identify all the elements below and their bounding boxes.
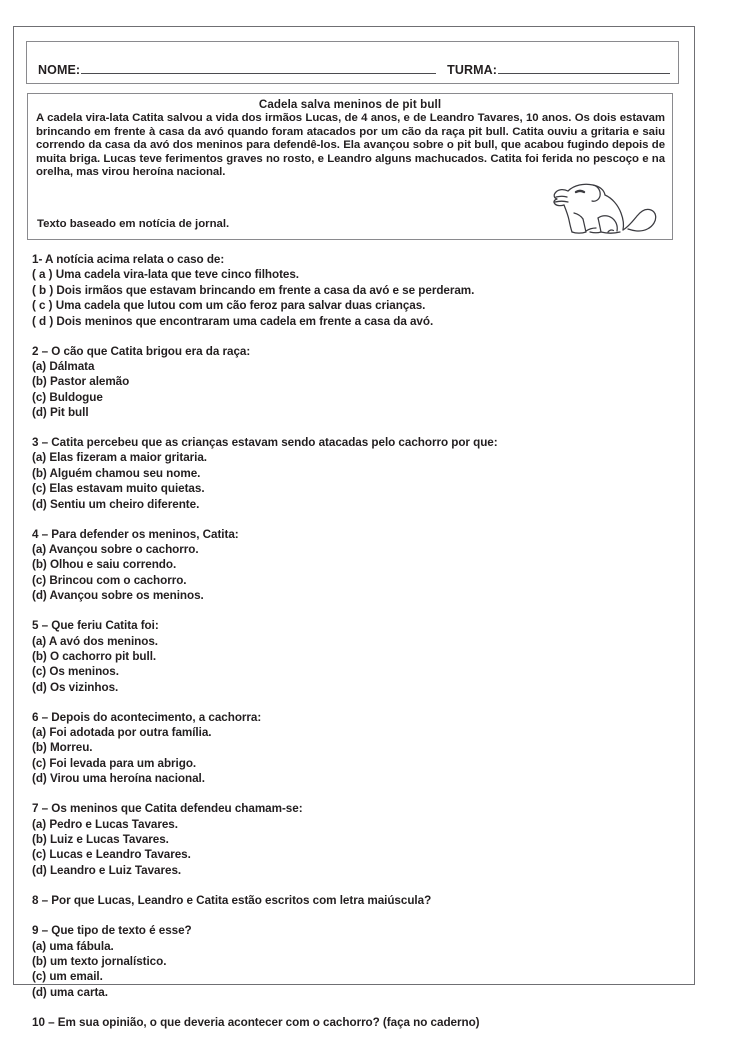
questions-list bbox=[32, 252, 652, 1045]
question-stem: 3 – Catita percebeu que as crianças estavam sendo atacadas pelo cachorro por que: bbox=[32, 436, 498, 450]
sitting-dog-icon bbox=[538, 175, 666, 237]
option-c[interactable]: (c) Elas estavam muito quietas. bbox=[32, 482, 205, 496]
option-c[interactable]: (c) Buldogue bbox=[32, 390, 103, 404]
option-c[interactable]: (c) Brincou com o cachorro. bbox=[32, 573, 187, 587]
option-d[interactable]: ( d ) Dois meninos que encontraram uma cadela em frente a casa da avó. bbox=[32, 314, 434, 328]
option-d[interactable]: (d) uma carta. bbox=[32, 985, 108, 999]
option-a[interactable]: (a) Dálmata bbox=[32, 359, 95, 373]
question-stem: 4 – Para defender os meninos, Catita: bbox=[32, 527, 239, 541]
identification-box bbox=[26, 41, 679, 84]
question-stem: 1- A notícia acima relata o caso de: bbox=[32, 253, 225, 266]
option-b[interactable]: (b) Alguém chamou seu nome. bbox=[32, 466, 201, 480]
option-a[interactable]: (a) A avó dos meninos. bbox=[32, 634, 158, 648]
option-c[interactable]: (c) um email. bbox=[32, 970, 103, 984]
reading-text-body: A cadela vira-lata Catita salvou a vida dos irmãos Lucas, de 4 anos, e de Leandro Tavares, 10 anos. Os dois estavam brincando em frente à casa da avó quando foram atacados por um cão da raça pit bull. Catita ouviu a gritaria e saiu correndo da casa da avó dos meninos para defendê-los. Ela avançou sobre o pit bull, que acabou fugindo depois de muita briga. Lucas teve ferimentos graves no rosto, e Leandro alguns machucados. Catita foi ferida no pescoço e na orelha, mas virou heroína nacional. bbox=[36, 112, 665, 179]
question-stem: 6 – Depois do acontecimento, a cachorra: bbox=[32, 710, 262, 724]
option-b[interactable]: (b) Luiz e Lucas Tavares. bbox=[32, 833, 169, 846]
option-a[interactable]: (a) Avançou sobre o cachorro. bbox=[32, 543, 199, 556]
option-b[interactable]: ( b ) Dois irmãos que estavam brincando em frente a casa da avó e se perderam. bbox=[32, 283, 475, 297]
option-d[interactable]: (d) Virou uma heroína nacional. bbox=[32, 772, 205, 786]
option-a[interactable]: (a) Pedro e Lucas Tavares. bbox=[32, 817, 178, 831]
option-d[interactable]: (d) Avançou sobre os meninos. bbox=[32, 589, 204, 603]
question-4 bbox=[32, 527, 652, 604]
identification-row bbox=[38, 62, 670, 77]
option-a[interactable]: ( a ) Uma cadela vira-lata que teve cinco filhotes. bbox=[32, 268, 300, 282]
option-b[interactable]: (b) Olhou e saiu correndo. bbox=[32, 558, 177, 572]
class-write-line[interactable] bbox=[498, 62, 670, 74]
option-c[interactable]: ( c ) Uma cadela que lutou com um cão feroz para salvar duas crianças. bbox=[32, 299, 426, 313]
name-write-line[interactable] bbox=[81, 62, 436, 74]
option-d[interactable]: (d) Sentiu um cheiro diferente. bbox=[32, 497, 200, 511]
option-b[interactable]: (b) O cachorro pit bull. bbox=[32, 649, 157, 663]
question-3 bbox=[32, 435, 652, 512]
option-a[interactable]: (a) uma fábula. bbox=[32, 939, 114, 953]
option-a[interactable]: (a) Elas fizeram a maior gritaria. bbox=[32, 451, 207, 465]
question-stem: 10 – Em sua opinião, o que deveria acontecer com o cachorro? (faça no caderno) bbox=[32, 1015, 480, 1029]
question-1 bbox=[32, 252, 652, 329]
option-c[interactable]: (c) Os meninos. bbox=[32, 665, 119, 679]
question-9 bbox=[32, 923, 652, 1000]
option-d[interactable]: (d) Leandro e Luiz Tavares. bbox=[32, 863, 182, 877]
question-2 bbox=[32, 344, 652, 421]
question-stem: 2 – O cão que Catita brigou era da raça: bbox=[32, 344, 251, 358]
question-stem: 7 – Os meninos que Catita defendeu chamam-se: bbox=[32, 802, 303, 816]
question-stem: 9 – Que tipo de texto é esse? bbox=[32, 924, 192, 938]
option-c[interactable]: (c) Foi levada para um abrigo. bbox=[32, 756, 197, 770]
option-c[interactable]: (c) Lucas e Leandro Tavares. bbox=[32, 848, 191, 862]
option-b[interactable]: (b) Pastor alemão bbox=[32, 375, 130, 389]
option-d[interactable]: (d) Pit bull bbox=[32, 406, 89, 420]
option-d[interactable]: (d) Os vizinhos. bbox=[32, 680, 119, 694]
question-stem: 8 – Por que Lucas, Leandro e Catita estão escritos com letra maiúscula? bbox=[32, 893, 432, 907]
option-b[interactable]: (b) um texto jornalístico. bbox=[32, 954, 167, 968]
class-label: TURMA: bbox=[447, 63, 497, 77]
question-stem: 5 – Que feriu Catita foi: bbox=[32, 619, 159, 633]
reading-text-box bbox=[27, 93, 673, 240]
name-label: NOME: bbox=[38, 63, 81, 77]
question-6 bbox=[32, 710, 652, 787]
question-8 bbox=[32, 893, 652, 908]
reading-text-title: Cadela salva meninos de pit bull bbox=[258, 98, 442, 111]
option-b[interactable]: (b) Morreu. bbox=[32, 741, 93, 755]
question-7 bbox=[32, 801, 652, 878]
reading-text-source: Texto baseado em notícia de jornal. bbox=[37, 218, 230, 230]
option-a[interactable]: (a) Foi adotada por outra família. bbox=[32, 726, 212, 740]
question-10 bbox=[32, 1015, 652, 1030]
question-5 bbox=[32, 618, 652, 695]
